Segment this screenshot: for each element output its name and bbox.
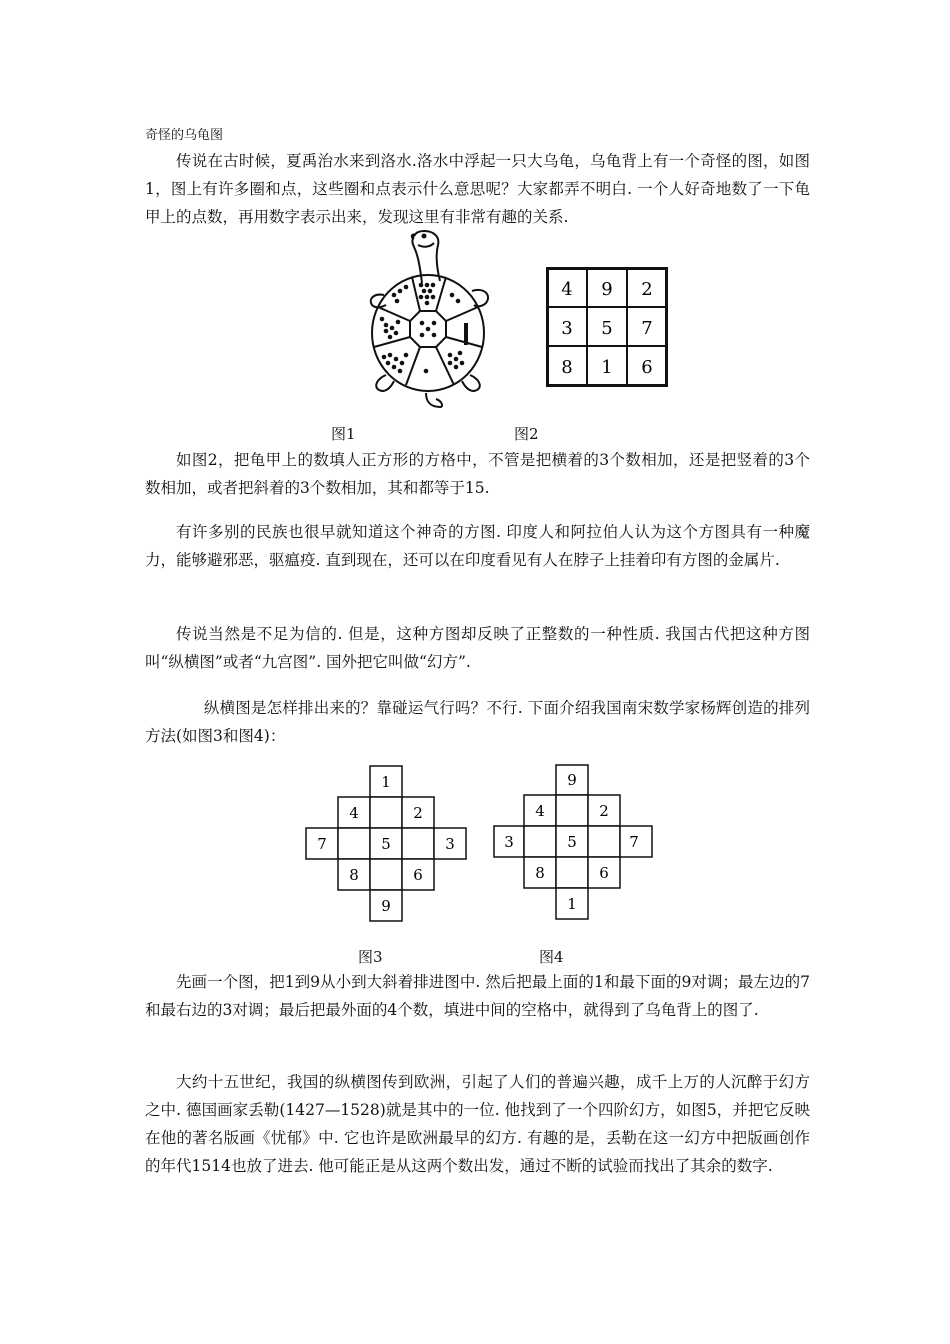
document-title: 奇怪的乌龟图 [145, 128, 224, 143]
cell-upper-right: 2 [413, 804, 423, 822]
cell-right: 7 [629, 833, 639, 851]
grid-cell: 4 [561, 279, 573, 300]
cell-top: 1 [381, 773, 391, 791]
paragraph-2: 如图2，把龟甲上的数填人正方形的方格中，不管是把横着的3个数相加，还是把竖着的3个数相加，或者把斜着的3个数相加，其和都等于15. [145, 451, 810, 497]
magic-square-3x3 [546, 267, 668, 387]
cell-lower-right: 6 [413, 866, 423, 884]
cell-lower-left: 8 [535, 864, 545, 882]
grid-cell: 3 [561, 318, 573, 339]
cell-center: 5 [567, 833, 577, 851]
cell-center: 5 [381, 835, 391, 853]
cell-top: 9 [567, 771, 577, 789]
paragraph-5: 纵横图是怎样排出来的？靠碰运气行吗？不行. 下面介绍我国南宋数学家杨辉创造的排列方法(如图3和图4)： [145, 699, 810, 745]
paragraph-7: 大约十五世纪，我国的纵横图传到欧洲，引起了人们的普遍兴趣，成千上万的人沉醉于幻方之中. 德国画家丢勒(1427—1528)就是其中的一位. 他找到了一个四阶幻方，如图5，并把它反映在他的著名版画《忧郁》中. 它也许是欧洲最早的幻方. 有趣的是，丢勒在这一幻方中把版画创作的年代1514也放了进去. 他可能正是从这两个数出发，通过不断的试验而找出了其余的数字. [145, 1073, 810, 1175]
cell-left: 3 [504, 833, 514, 851]
grid-cell: 8 [561, 357, 573, 378]
grid-cell: 5 [601, 318, 613, 339]
figure-4-caption: 图4 [539, 948, 564, 966]
cell-lower-right: 6 [599, 864, 609, 882]
cell-lower-left: 8 [349, 866, 359, 884]
paragraph-3: 有许多别的民族也很早就知道这个神奇的方图. 印度人和阿拉伯人认为这个方图具有一种魔力，能够避邪恶，驱瘟疫. 直到现在，还可以在印度看见有人在脖子上挂着印有方图的金属片. [145, 523, 810, 569]
grid-cell: 1 [601, 357, 613, 378]
figure-1-caption: 图1 [331, 425, 356, 443]
paragraph-1: 传说在古时候，夏禹治水来到洛水.洛水中浮起一只大乌龟，乌龟背上有一个奇怪的图，如图1，图上有许多圈和点，这些圈和点表示什么意思呢？大家都弄不明白. 一个人好奇地数了一下龟甲上的点数，再用数字表示出来，发现这里有非常有趣的关系. [145, 152, 810, 226]
diamond-figure-3 [305, 765, 467, 923]
figure-2-caption: 图2 [514, 425, 539, 443]
grid-cell: 9 [601, 279, 613, 300]
cell-left: 7 [317, 835, 327, 853]
paragraph-4: 传说当然是不足为信的. 但是，这种方图却反映了正整数的一种性质. 我国古代把这种方图叫“纵横图”或者“九宫图”. 国外把它叫做“幻方”. [145, 625, 810, 671]
paragraph-6: 先画一个图，把1到9从小到大斜着排进图中. 然后把最上面的1和最下面的9对调；最左边的7和最右边的3对调；最后把最外面的4个数，填进中间的空格中，就得到了乌龟背上的图了. [145, 973, 810, 1019]
cell-bottom: 1 [567, 895, 577, 913]
turtle-figure [360, 225, 500, 415]
cell-right: 3 [445, 835, 455, 853]
grid-cell: 7 [641, 318, 653, 339]
grid-cell: 2 [641, 279, 653, 300]
diamond-figure-4 [493, 764, 653, 920]
figure-3-caption: 图3 [358, 948, 383, 966]
cell-upper-left: 4 [535, 802, 545, 820]
cell-upper-right: 2 [599, 802, 609, 820]
cell-bottom: 9 [381, 897, 391, 915]
grid-cell: 6 [641, 357, 653, 378]
cell-upper-left: 4 [349, 804, 359, 822]
